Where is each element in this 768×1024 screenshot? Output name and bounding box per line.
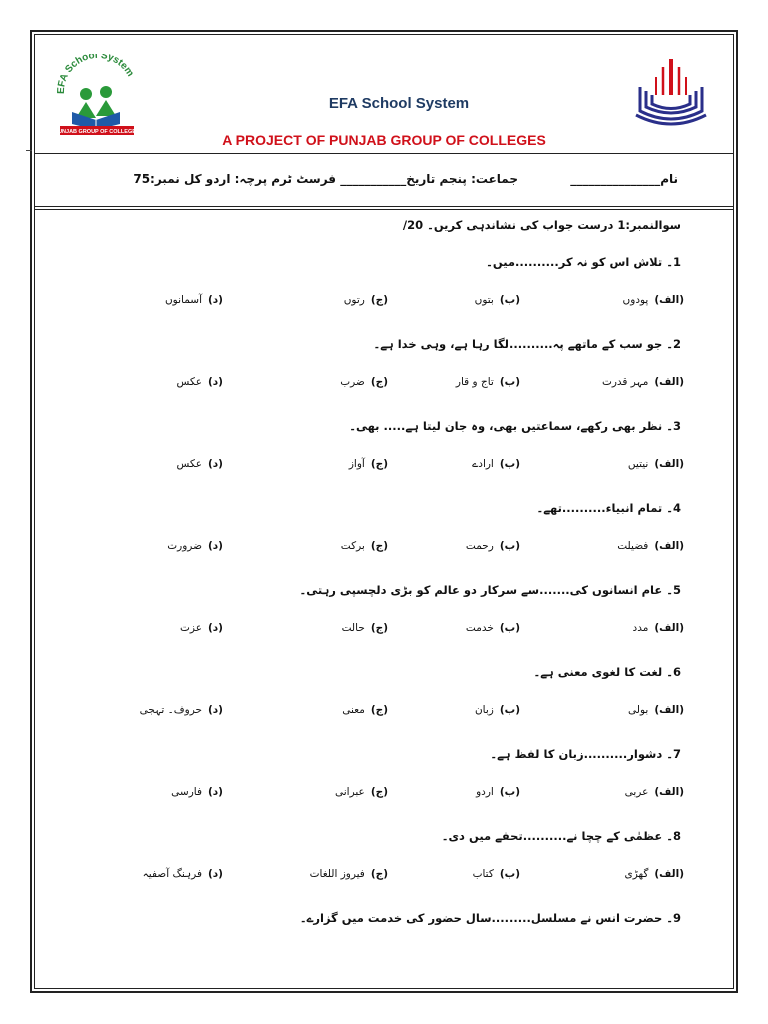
question-8-option: [473, 868, 520, 880]
question-7-option: [171, 786, 223, 798]
option-text: آسمانوں: [164, 294, 202, 306]
question-5-option: [180, 622, 223, 634]
option-text: فضیلت: [617, 540, 649, 552]
option-text: آواز: [348, 458, 365, 470]
question-8-option: [310, 868, 388, 880]
option-text: عکس: [176, 458, 202, 470]
option-label: (ب): [499, 704, 520, 716]
question-2-option: [602, 376, 684, 388]
option-label: (الف): [654, 622, 684, 634]
question-8-option: [624, 868, 684, 880]
option-text: زبان: [474, 704, 494, 716]
header-divider: [34, 153, 734, 154]
question-7: 7۔ دشوار..........زبان کا لفظ ہے۔: [490, 747, 681, 761]
question-3-option: [177, 458, 223, 470]
option-label: (ب): [499, 786, 520, 798]
question-7-option: [625, 786, 684, 798]
question-9: 9۔ حضرت انس نے مسلسل.........سال حضور کی خدمت میں گزارے۔: [299, 911, 681, 925]
option-text: عبرانی: [335, 786, 365, 798]
option-text: اردو: [476, 786, 494, 798]
option-label: (ج): [370, 868, 388, 880]
question-5: 5۔ عام انسانوں کی.......سے سرکار دو عالم کو بڑی دلچسپی رہتی۔: [299, 583, 681, 597]
option-label: (د): [208, 622, 223, 634]
question-3-option: [472, 458, 520, 470]
option-text: معنی: [342, 704, 365, 716]
question-6-option: [342, 704, 388, 716]
question-3: 3۔ نظر بھی رکھے، سماعتیں بھی، وہ جان لیتا ہے..... بھی۔: [349, 419, 681, 433]
option-label: (ج): [370, 376, 388, 388]
option-text: ضرب: [340, 376, 365, 388]
student-name-field: نام_______________: [570, 172, 678, 186]
question-1: 1۔ تلاش اس کو نہ کر..........میں۔: [486, 255, 681, 269]
option-text: رحمت: [465, 540, 494, 552]
option-text: ارادے: [472, 458, 494, 470]
question-4: 4۔ تمام انبیاء..........تھے۔: [536, 501, 681, 515]
question-2-option: [177, 376, 223, 388]
option-text: رتوں: [343, 294, 365, 306]
option-text: پودوں: [622, 294, 649, 306]
option-label: (ب): [499, 376, 520, 388]
option-label: (ب): [499, 294, 520, 306]
option-label: (الف): [654, 376, 684, 388]
option-label: (ج): [370, 540, 388, 552]
question-2-option: [340, 376, 388, 388]
option-text: فارسی: [171, 786, 202, 798]
option-text: فیروز اللغات: [309, 868, 365, 880]
question-8-option: [143, 868, 223, 880]
efa-logo-band: PUNJAB GROUP OF COLLEGES: [54, 129, 140, 135]
option-label: (الف): [654, 540, 684, 552]
option-label: (د): [208, 458, 223, 470]
question-6-option: [140, 704, 223, 716]
school-name: EFA School System: [328, 95, 470, 112]
option-text: بتوں: [474, 294, 494, 306]
question-4-option: [167, 540, 223, 552]
question-2-option: [456, 376, 520, 388]
question-1-option: [623, 294, 684, 306]
question-6-option: [475, 704, 520, 716]
option-text: تاج و قار: [455, 376, 494, 388]
option-label: (الف): [654, 786, 684, 798]
efa-logo-text: EFA School System: [55, 54, 136, 95]
option-text: برکت: [340, 540, 365, 552]
question-1-option: [344, 294, 388, 306]
margin-mark: [26, 150, 32, 151]
question-7-option: [335, 786, 388, 798]
question-1-option: [165, 294, 223, 306]
option-text: مہر قدرت: [601, 376, 649, 388]
question-6-option: [628, 704, 684, 716]
section-heading: سوالنمبر:1 درست جواب کی نشاندہی کریں۔ 20/: [402, 218, 681, 232]
option-label: (ب): [499, 622, 520, 634]
option-label: (د): [208, 786, 223, 798]
question-4-option: [341, 540, 388, 552]
option-label: (د): [208, 704, 223, 716]
option-label: (د): [208, 294, 223, 306]
option-text: بولی: [628, 704, 649, 716]
project-tagline: A PROJECT OF PUNJAB GROUP OF COLLEGES: [222, 132, 546, 148]
question-2: 2۔ جو سب کے ماتھے پہ..........لگا رہا ہے، وہی خدا ہے۔: [373, 337, 681, 351]
option-text: فرہنگ آصفیہ: [142, 868, 202, 880]
option-label: (ج): [370, 622, 388, 634]
option-text: ضرورت: [167, 540, 202, 552]
option-label: (ج): [370, 786, 388, 798]
option-label: (د): [208, 868, 223, 880]
option-label: (الف): [654, 294, 684, 306]
question-5-option: [633, 622, 684, 634]
option-label: (ج): [370, 704, 388, 716]
option-label: (ب): [499, 540, 520, 552]
question-7-option: [476, 786, 520, 798]
option-label: (ج): [370, 294, 388, 306]
svg-text:EFA School System: [56, 54, 136, 94]
question-4-option: [466, 540, 520, 552]
question-5-option: [342, 622, 388, 634]
option-label: (الف): [654, 704, 684, 716]
question-8: 8۔ عظمٰی کے چچا نے..........تحفے میں دی۔: [441, 829, 681, 843]
question-1-option: [475, 294, 520, 306]
option-label: (ب): [499, 868, 520, 880]
option-label: (د): [208, 376, 223, 388]
option-text: گھڑی: [624, 868, 649, 880]
option-label: (د): [208, 540, 223, 552]
option-text: عربی: [624, 786, 649, 798]
question-3-option: [349, 458, 388, 470]
option-text: عزت: [180, 622, 202, 634]
option-text: کتاب: [472, 868, 494, 880]
question-6: 6۔ لغت کا لغوی معنی ہے۔: [533, 665, 681, 679]
question-4-option: [617, 540, 684, 552]
option-text: حالت: [341, 622, 365, 634]
info-divider: [34, 206, 734, 207]
option-text: مدد: [632, 622, 649, 634]
option-text: خدمت: [465, 622, 494, 634]
info-divider-2: [34, 209, 734, 210]
option-label: (ج): [370, 458, 388, 470]
option-label: (ب): [499, 458, 520, 470]
question-3-option: [628, 458, 684, 470]
option-text: نیتیں: [627, 458, 649, 470]
pgc-logo: [634, 55, 708, 133]
option-label: (الف): [654, 868, 684, 880]
paper-info-line: جماعت: پنجم تاریخ___________ فرسٹ ٹرم پرچہ: اردو کل نمبر:75: [133, 172, 518, 186]
option-text: عکس: [176, 376, 202, 388]
option-text: حروف۔ تہجی: [139, 704, 202, 716]
option-label: (الف): [654, 458, 684, 470]
question-5-option: [466, 622, 520, 634]
